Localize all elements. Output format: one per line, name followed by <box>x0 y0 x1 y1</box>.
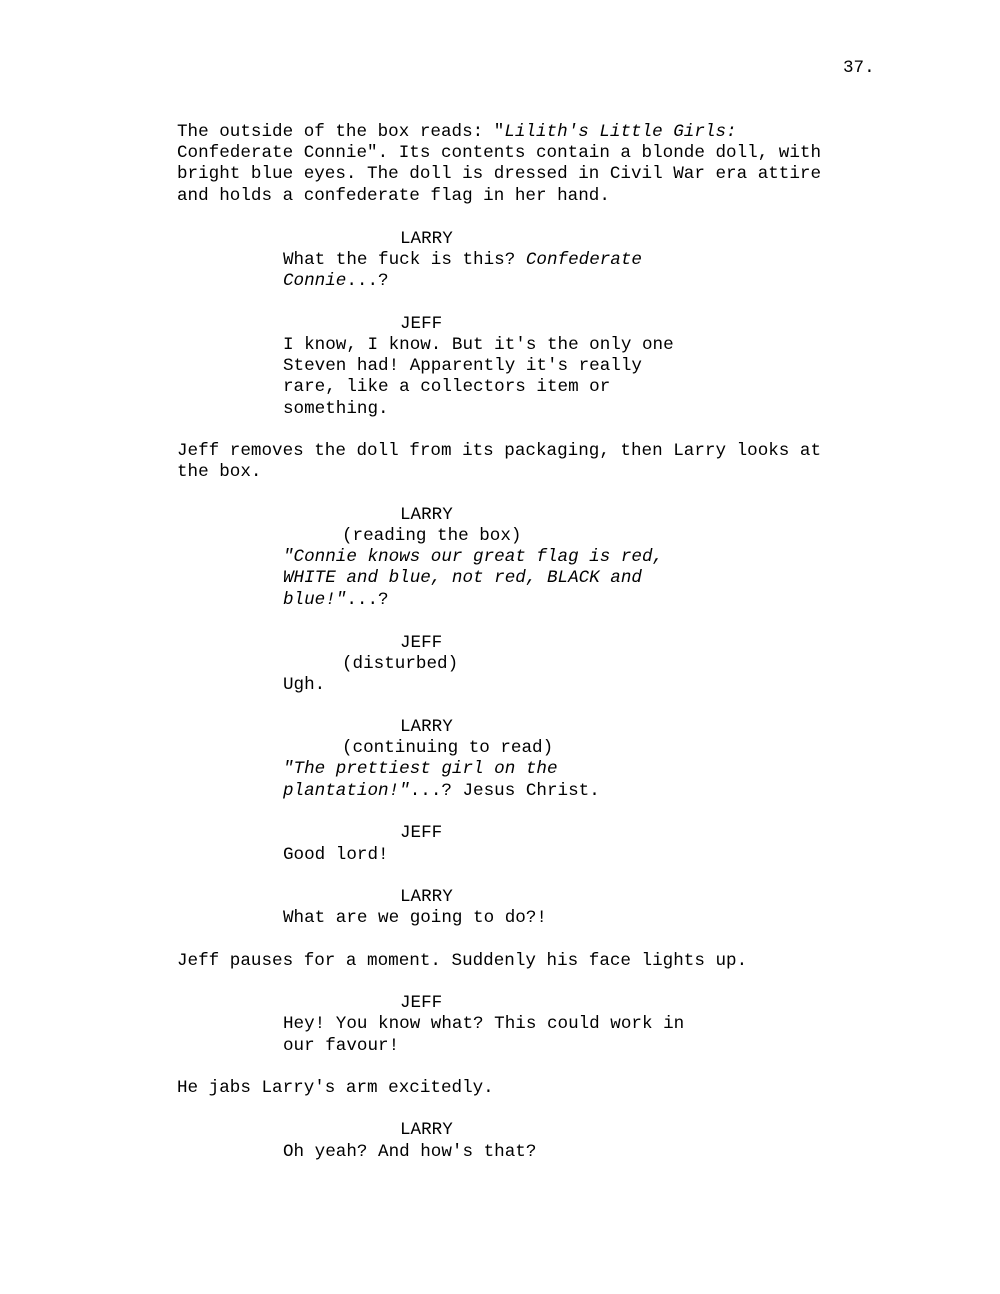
dialogue-line: Steven had! Apparently it's really <box>283 356 642 376</box>
dialogue-line: Ugh. <box>283 675 326 695</box>
page-number: 37. <box>843 58 875 78</box>
dialogue-line: our favour! <box>283 1036 400 1056</box>
character-cue: JEFF <box>400 633 443 653</box>
action-line: He jabs Larry's arm excitedly. <box>177 1078 494 1098</box>
dialogue-line <box>283 590 389 611</box>
dialogue-line: I know, I know. But it's the only one <box>283 335 674 355</box>
dialogue-italic-text: plantation!" <box>283 781 410 801</box>
dialogue-line <box>283 568 642 589</box>
action-italic-text: Lilith's Little Girls: <box>504 122 737 142</box>
character-cue: LARRY <box>400 1120 453 1140</box>
dialogue-line <box>283 547 663 568</box>
dialogue-line: Oh yeah? And how's that? <box>283 1142 537 1162</box>
action-line <box>177 122 737 143</box>
dialogue-text: ...? Jesus Christ. <box>409 781 600 801</box>
dialogue-italic-text: Connie <box>283 271 347 291</box>
dialogue-line: Good lord! <box>283 845 389 865</box>
dialogue-italic-text: "The prettiest girl on the <box>283 759 558 779</box>
action-line: and holds a confederate flag in her hand. <box>177 186 610 206</box>
dialogue-italic-text: WHITE and blue, not red, BLACK and <box>283 568 642 588</box>
dialogue-text: ...? <box>346 590 389 610</box>
character-cue: LARRY <box>400 887 453 907</box>
character-cue: LARRY <box>400 229 453 249</box>
dialogue-text: ...? <box>346 271 389 291</box>
parenthetical: (reading the box) <box>342 526 522 546</box>
dialogue-line <box>283 781 600 802</box>
dialogue-italic-text: blue!" <box>283 590 347 610</box>
parenthetical: (disturbed) <box>342 654 459 674</box>
action-line: Jeff pauses for a moment. Suddenly his face lights up. <box>177 951 748 971</box>
action-line: Confederate Connie". Its contents contain a blonde doll, with <box>177 143 822 163</box>
dialogue-italic-text: Confederate <box>525 250 642 270</box>
character-cue: LARRY <box>400 717 453 737</box>
action-text: The outside of the box reads: " <box>177 122 505 142</box>
action-line: the box. <box>177 462 262 482</box>
dialogue-line <box>283 759 558 780</box>
action-line: bright blue eyes. The doll is dressed in Civil War era attire <box>177 164 822 184</box>
character-cue: JEFF <box>400 314 443 334</box>
character-cue: JEFF <box>400 823 443 843</box>
dialogue-text: What the fuck is this? <box>283 250 526 270</box>
dialogue-line: Hey! You know what? This could work in <box>283 1014 685 1034</box>
character-cue: JEFF <box>400 993 443 1013</box>
action-line: Jeff removes the doll from its packaging, then Larry looks at <box>177 441 822 461</box>
dialogue-italic-text: "Connie knows our great flag is red, <box>283 547 664 567</box>
character-cue: LARRY <box>400 505 453 525</box>
dialogue-line: rare, like a collectors item or <box>283 377 611 397</box>
dialogue-line: something. <box>283 399 389 419</box>
dialogue-line <box>283 271 389 292</box>
dialogue-line <box>283 250 642 271</box>
dialogue-line: What are we going to do?! <box>283 908 547 928</box>
parenthetical: (continuing to read) <box>342 738 554 758</box>
